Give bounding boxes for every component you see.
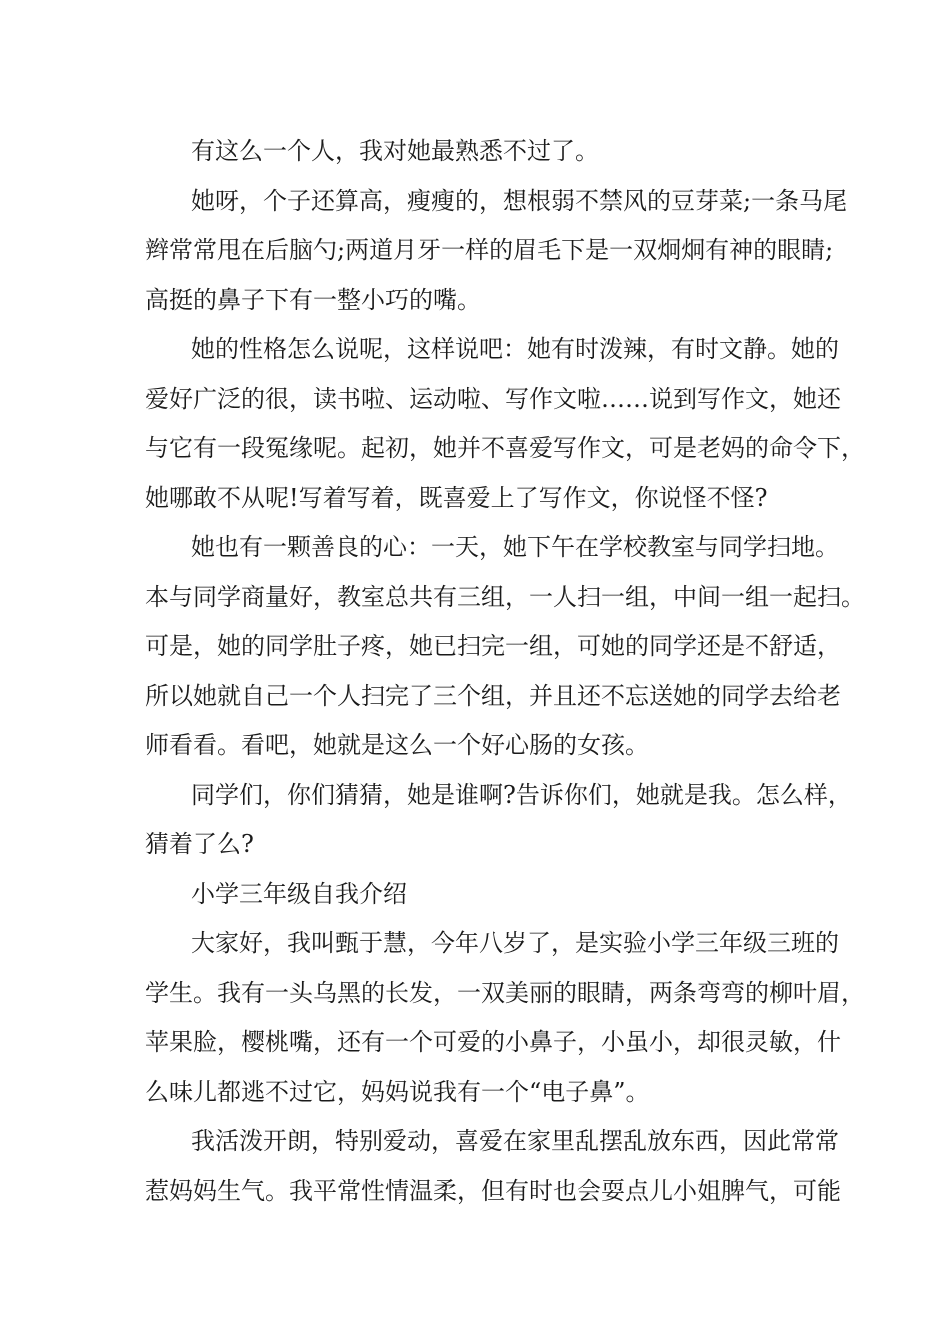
text-line: 她呀，个子还算高，瘦瘦的，想根弱不禁风的豆芽菜;一条马尾: [191, 186, 848, 215]
text-line: 辫常常甩在后脑勺;两道月牙一样的眉毛下是一双炯炯有神的眼睛;: [145, 236, 834, 264]
text-line: 爱好广泛的很，读书啦、运动啦、写作文啦……说到写作文，她还: [145, 384, 841, 413]
text-line: 与它有一段冤缘呢。起初，她并不喜爱写作文，可是老妈的命令下，: [145, 434, 865, 462]
text-line: 我活泼开朗，特别爱动，喜爱在家里乱摆乱放东西，因此常常: [191, 1127, 839, 1155]
text-line: 高挺的鼻子下有一整小巧的嘴。: [145, 285, 481, 314]
text-line: 她哪敢不从呢!写着写着，既喜爱上了写作文，你说怪不怪?: [145, 483, 768, 512]
text-line: 可是，她的同学肚子疼，她已扫完一组，可她的同学还是不舒适，: [145, 632, 841, 660]
text-line: 有这么一个人，我对她最熟悉不过了。: [191, 137, 599, 165]
text-line: 学生。我有一头乌黑的长发，一双美丽的眼睛，两条弯弯的柳叶眉，: [145, 978, 865, 1007]
text-line: 她的性格怎么说呢，这样说吧：她有时泼辣，有时文静。她的: [191, 335, 839, 363]
text-line: 所以她就自己一个人扫完了三个组，并且还不忘送她的同学去给老: [145, 681, 841, 710]
text-line: 大家好，我叫甄于慧，今年八岁了，是实验小学三年级三班的: [191, 929, 839, 957]
text-line: 苹果脸，樱桃嘴，还有一个可爱的小鼻子，小虽小，却很灵敏，什: [145, 1028, 841, 1056]
text-line: 她也有一颗善良的心：一天，她下午在学校教室与同学扫地。: [191, 533, 839, 561]
text-line: 同学们，你们猜猜，她是谁啊?告诉你们，她就是我。怎么样，: [191, 780, 852, 809]
text-line: 小学三年级自我介绍: [191, 879, 407, 908]
document-body: [145, 127, 865, 1216]
text-line: 惹妈妈生气。我平常性情温柔，但有时也会耍点儿小姐脾气，可能: [145, 1176, 841, 1205]
text-line: 么味儿都逃不过它，妈妈说我有一个“电子鼻”。: [145, 1077, 650, 1106]
text-line: 本与同学商量好，教室总共有三组，一人扫一组，中间一组一起扫。: [145, 582, 865, 611]
text-line: 师看看。看吧，她就是这么一个好心肠的女孩。: [145, 731, 649, 759]
text-line: 猜着了么?: [145, 830, 254, 858]
